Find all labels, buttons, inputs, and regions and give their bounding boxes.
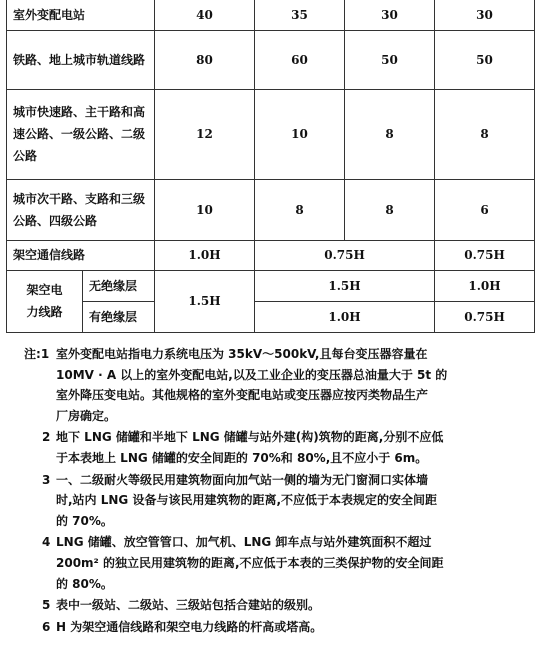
table-cell: 1.5H [155,270,255,332]
spacing-table [6,0,535,333]
table-row [7,240,535,270]
row-label: 城市次干路、支路和三级公路、四级公路 [7,179,155,240]
note-text: H 为架空通信线路和架空电力线路的杆高或塔高。 [56,619,323,634]
table-cell: 8 [345,89,435,179]
sub-row-label: 有绝缘层 [83,301,155,332]
table-cell: 0.75H [435,240,535,270]
row-label: 架空电力线路 [7,270,83,332]
table-cell: 0.75H [255,240,435,270]
table-row [7,179,535,240]
table-row [7,270,535,301]
row-label: 架空通信线路 [7,240,155,270]
table-cell: 50 [435,30,535,89]
table-cell: 30 [345,0,435,30]
table-cell: 35 [255,0,345,30]
table-cell: 8 [345,179,435,240]
table-cell: 1.0H [435,270,535,301]
table-cell: 50 [345,30,435,89]
list-item [24,595,532,616]
row-label: 城市快速路、主干路和高速公路、一级公路、二级公路 [7,89,155,179]
list-item [24,344,532,426]
table-cell: 80 [155,30,255,89]
table-cell: 1.5H [255,270,435,301]
table-cell: 60 [255,30,345,89]
note-text: LNG 储罐、放空管管口、加气机、LNG 卸车点与站外建筑面积不超过 200m² 的独立民用建筑物的距离,不应低于本表的三类保护物的安全间距 的 80%。 [56,535,444,591]
note-marker: 3 [42,472,51,487]
note-text: 地下 LNG 储罐和半地下 LNG 储罐与站外建(构)筑物的距离,分别不应低 于本表地上 LNG 储罐的安全间距的 70%和 80%,且不应小于 6m。 [56,430,444,465]
note-text: 一、二级耐火等级民用建筑物面向加气站一侧的墙为无门窗洞口实体墙 时,站内 LNG 设备与该民用建筑物的距离,不应低于本表规定的安全间距 的 70%。 [56,472,438,528]
sub-row-label: 无绝缘层 [83,270,155,301]
table-cell: 8 [435,89,535,179]
list-item [24,532,532,594]
notes-section [24,344,532,638]
note-marker: 5 [42,598,51,613]
note-marker: 4 [42,535,51,550]
table-cell: 0.75H [435,301,535,332]
table-cell: 40 [155,0,255,30]
table-cell: 30 [435,0,535,30]
note-marker: 2 [42,430,51,445]
table-cell: 10 [155,179,255,240]
list-item [24,617,532,638]
table-row [7,30,535,89]
table-cell: 8 [255,179,345,240]
table-row [7,301,535,332]
table-cell: 1.0H [255,301,435,332]
note-marker: 注:1 [24,347,50,361]
table-cell: 10 [255,89,345,179]
list-item [24,470,532,532]
note-text: 室外变配电站指电力系统电压为 35kV～500kV,且每台变压器容量在 10MV · A 以上的室外变配电站,以及工业企业的变压器总油量大于 5t 的 室外降压变电站。其他规格的室外变配电站或变压器应按丙类物品生产 厂房确定。 [56,347,448,423]
table-row [7,89,535,179]
note-text: 表中一级站、二级站、三级站包括合建站的级别。 [56,598,321,613]
table-cell: 6 [435,179,535,240]
row-label: 铁路、地上城市轨道线路 [7,30,155,89]
note-marker: 6 [42,619,51,634]
table-cell: 12 [155,89,255,179]
row-label: 室外变配电站 [7,0,155,30]
list-item [24,427,532,468]
table-row [7,0,535,30]
table-cell: 1.0H [155,240,255,270]
